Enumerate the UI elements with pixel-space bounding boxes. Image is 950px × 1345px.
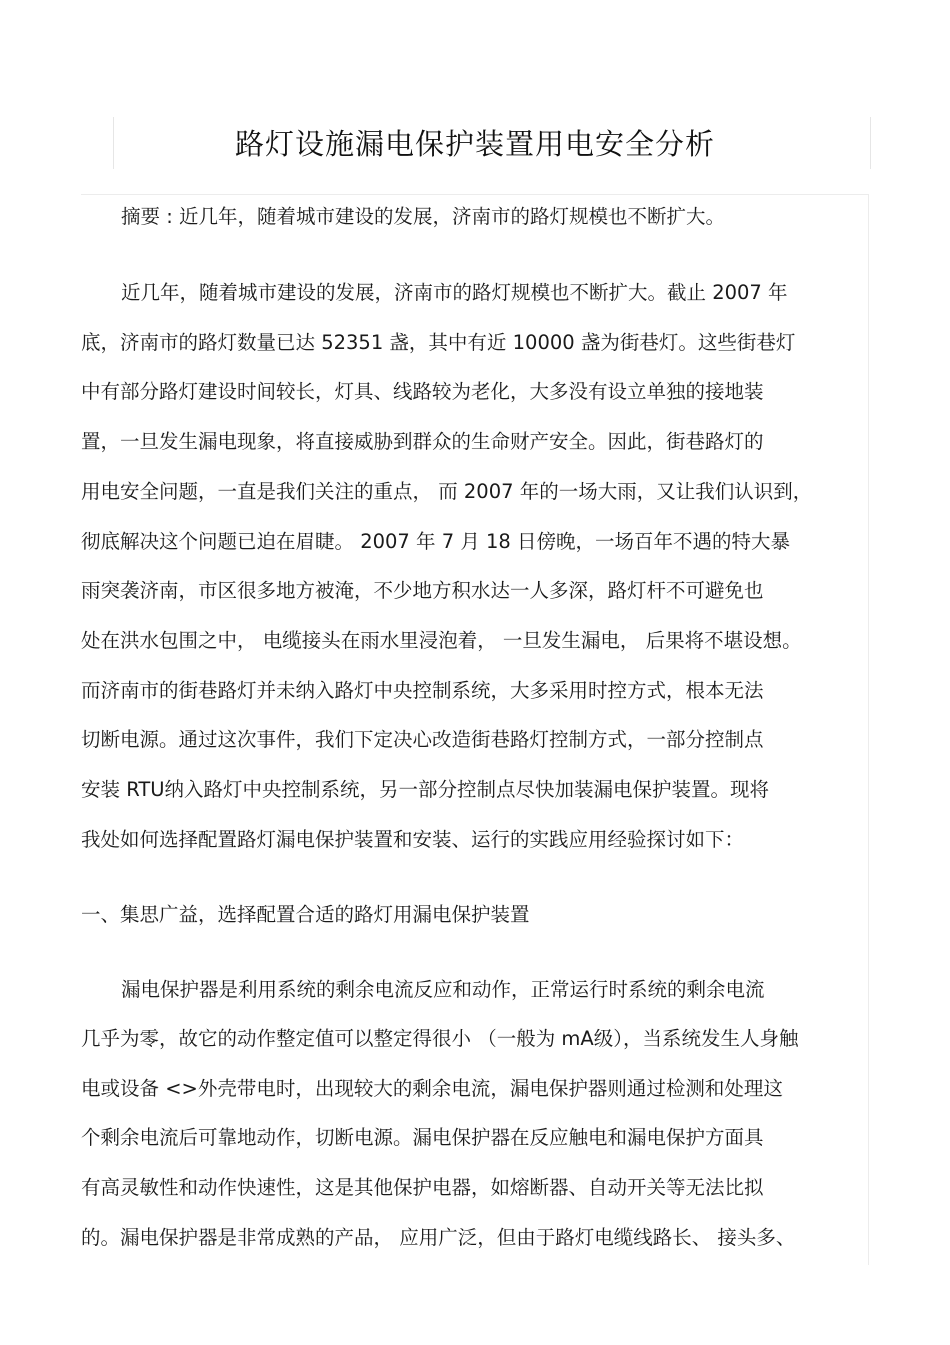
paragraph-line: 安装 RTU纳入路灯中央控制系统，另一部分控制点尽快加装漏电保护装置。现将 <box>81 778 770 801</box>
paragraph-line: 漏电保护器是利用系统的剩余电流反应和动作，正常运行时系统的剩余电流 <box>121 978 765 1001</box>
paragraph-line: 个剩余电流后可靠地动作，切断电源。漏电保护器在反应触电和漏电保护方面具 <box>81 1126 764 1149</box>
paragraph-line: 用电安全问题，一直是我们关注的重点， 而 2007 年的一场大雨，又让我们认识到， <box>81 480 813 503</box>
paragraph-line: 处在洪水包围之中， 电缆接头在雨水里浸泡着， 一旦发生漏电， 后果将不堪设想。 <box>81 629 802 652</box>
paragraph-line: 近几年，随着城市建设的发展，济南市的路灯规模也不断扩大。截止 2007 年 <box>121 281 788 304</box>
paragraph-line: 有高灵敏性和动作快速性，这是其他保护电器，如熔断器、自动开关等无法比拟 <box>81 1176 764 1199</box>
paragraph-line: 中有部分路灯建设时间较长，灯具、线路较为老化，大多没有设立单独的接地装 <box>81 380 764 403</box>
paragraph-line: 切断电源。通过这次事件，我们下定决心改造街巷路灯控制方式，一部分控制点 <box>81 728 764 751</box>
paragraph-line: 底，济南市的路灯数量已达 52351 盏，其中有近 10000 盏为街巷灯。这些街巷灯 <box>81 331 796 354</box>
paragraph-line: 的。漏电保护器是非常成熟的产品， 应用广泛，但由于路灯电缆线路长、 接头多、 <box>81 1226 796 1249</box>
abstract: 摘要 : 近几年，随着城市建设的发展，济南市的路灯规模也不断扩大。 <box>121 205 725 228</box>
paragraph-line: 几乎为零，故它的动作整定值可以整定得很小 （一般为 mA级），当系统发生人身触 <box>81 1027 799 1050</box>
section-heading: 一、集思广益，选择配置合适的路灯用漏电保护装置 <box>81 903 530 926</box>
paragraph-line: 彻底解决这个问题已迫在眉睫。 2007 年 7 月 18 日傍晚，一场百年不遇的特大暴 <box>81 530 791 553</box>
paragraph-line: 我处如何选择配置路灯漏电保护装置和安装、运行的实践应用经验探讨如下： <box>81 828 745 851</box>
paragraph-line: 雨突袭济南，市区很多地方被淹，不少地方积水达一人多深，路灯杆不可避免也 <box>81 579 764 602</box>
paragraph-line: 置，一旦发生漏电现象，将直接威胁到群众的生命财产安全。因此，街巷路灯的 <box>81 430 764 453</box>
document-title: 路灯设施漏电保护装置用电安全分析 <box>234 127 715 161</box>
paragraph-line: 电或设备 <>外壳带电时，出现较大的剩余电流，漏电保护器则通过检测和处理这 <box>81 1077 783 1100</box>
paragraph-line: 而济南市的街巷路灯并未纳入路灯中央控制系统，大多采用时控方式，根本无法 <box>81 679 764 702</box>
